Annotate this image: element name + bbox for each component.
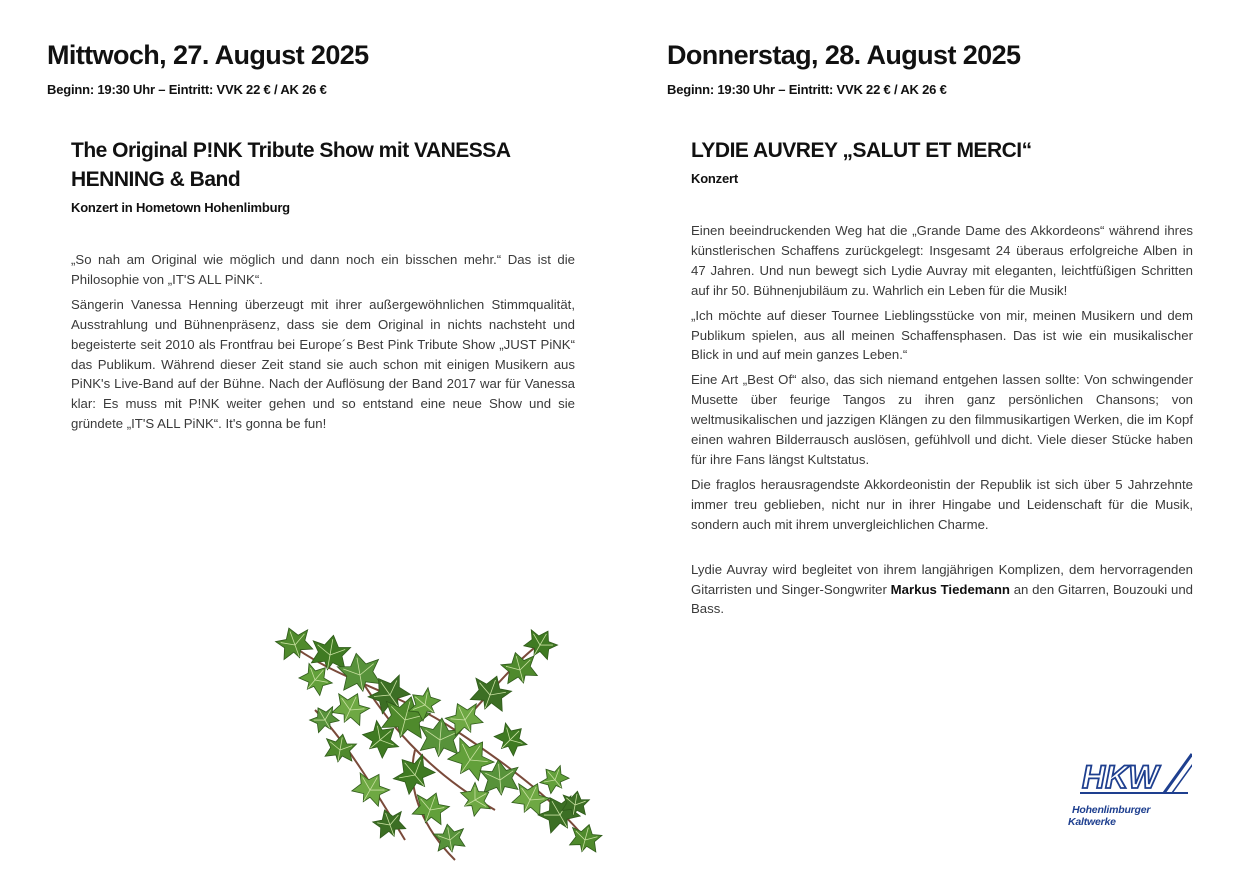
event-title: LYDIE AUVREY „SALUT ET MERCI“: [691, 139, 1032, 162]
musician-name: Markus Tiedemann: [890, 581, 1010, 597]
event-block: [71, 136, 575, 439]
logo-text-line2: Kaltwerke: [1068, 816, 1116, 828]
closing-text-end: an den Gitarren, Bouzouki und Bass.: [691, 581, 1193, 617]
day-meta: Beginn: 19:30 Uhr – Eintritt: VVK 22 € / AK 26 €: [667, 82, 947, 97]
event-title: The Original P!NK Tribute Show mit VANESSA HENNING & Band: [71, 139, 510, 191]
paragraph: Einen beeindruckenden Weg hat die „Grande Dame des Akkordeons“ während ihres künstlerischen Schaffens zurückgelegt: Insgesamt 24 überaus erfolgreiche Alben in 47 Jahren. Und nun bewegt sich Lydie Auvray mit eleganten, leichtfüßigen Schritten auf ihr 50. Bühnenjubiläum zu. Wahrlich ein Leben für die Musik!: [691, 223, 1193, 298]
logo-mark-text: HKW: [1082, 759, 1159, 795]
hkw-logo: [1068, 752, 1196, 832]
event-description: [691, 221, 1193, 619]
ivy-leaves: [273, 622, 604, 855]
event-subtitle: Konzert: [691, 171, 738, 186]
event-description: [71, 250, 575, 434]
paragraph: „Ich möchte auf dieser Tournee Lieblingsstücke von mir, meinen Musikern und dem Publikum spielen, aus all meinen Schaffensphasen. Das ist wie ein musikalischer Blick in und auf mein ganzes Leben.“: [691, 307, 1193, 363]
day-title: Donnerstag, 28. August 2025: [667, 40, 1021, 70]
closing-paragraph: [691, 560, 1193, 620]
logo-text-line1: Hohenlimburger: [1072, 804, 1151, 816]
closing-text: Lydie Auvray wird begleitet von ihrem langjährigen Komplizen, dem hervorragenden Gitarristen und Singer-Songwriter: [691, 561, 1193, 597]
paragraph: Eine Art „Best Of“ also, das sich niemand entgehen lassen sollte: Von schwingender Musette über feurige Tangos zu ihren ganz persönlichen Chansons; von weltmusikalischen und jazzigen Klängen zu den filmmusikartigen Werken, die im Kopf einen wahren Bilderrausch auslösen, gefühlvoll und dicht. Viele dieser Stücke haben für ihre Fans längst Kultstatus.: [691, 372, 1193, 467]
ivy-leaves-image: [255, 600, 615, 870]
event-subtitle: Konzert in Hometown Hohenlimburg: [71, 200, 290, 215]
paragraph: Sängerin Vanessa Henning überzeugt mit ihrer außergewöhnlichen Stimmqualität, Ausstrahlung und Bühnenpräsenz, dass sie dem Original in nichts nachsteht und begeisterte seit 2010 als Frontfrau bei Europe´s Best Pink Tribute Show „JUST PiNK“ das Publikum. Während dieser Zeit stand sie auch schon mit einigen Musikern aus PiNK's Live-Band auf der Bühne. Nach der Auflösung der Band 2017 war für Vanessa klar: Es muss mit P!NK weiter gehen und so entstand eine neue Show und sie gründete „IT'S ALL PiNK“. It's gonna be fun!: [71, 296, 575, 432]
paragraph: „So nah am Original wie möglich und dann noch ein bisschen mehr.“ Das ist die Philosophie von „IT'S ALL PiNK“.: [71, 252, 575, 287]
event-block: [691, 136, 1193, 624]
paragraph: Die fraglos herausragendste Akkordeonistin der Republik ist sich über 5 Jahrzehnte immer treu geblieben, nicht nur in ihrer Hingabe und Leidenschaft für die Musik, sondern auch mit ihrem unvergleichlichen Charme.: [691, 476, 1193, 532]
day-meta: Beginn: 19:30 Uhr – Eintritt: VVK 22 € / AK 26 €: [47, 82, 327, 97]
hkw-logo-mark: [1076, 752, 1192, 798]
day-title: Mittwoch, 27. August 2025: [47, 40, 369, 70]
